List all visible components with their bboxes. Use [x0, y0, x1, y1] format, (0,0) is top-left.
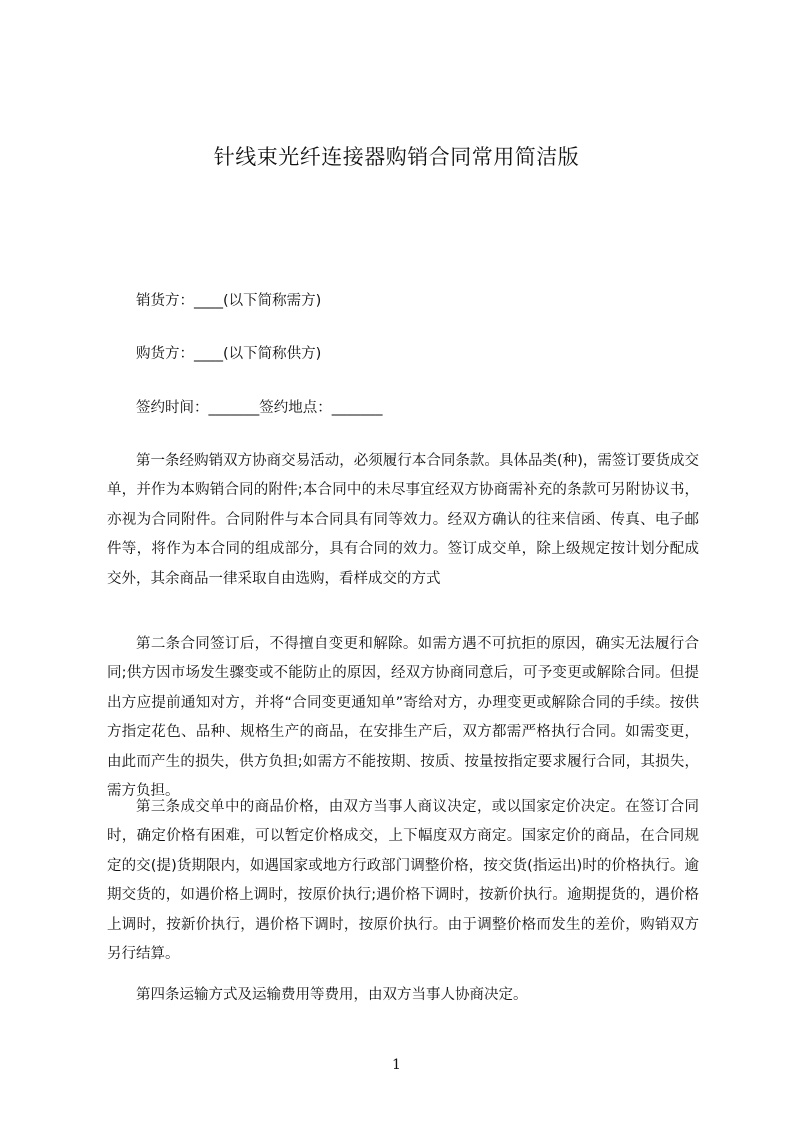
- document-title: 针线束光纤连接器购销合同常用简洁版: [213, 145, 580, 169]
- clause-2: 第二条合同签订后，不得擅自变更和解除。如需方遇不可抗拒的原因，确实无法履行合同;供方因市场发生骤变或不能防止的原因，经双方协商同意后，可予变更或解除合同。但提出方应提前通知对方，并将“合同变更通知单”寄给对方，办理变更或解除合同的手续。按供方指定花色、品种、规格生产的商品，在安排生产后，双方都需严格执行合同。如需变更，由此而产生的损失，供方负担;如需方不能按期、按质、按量按指定要求履行合同，其损失，需方负担。: [107, 636, 699, 800]
- buyer-line: 购货方：____(以下简称供方): [136, 346, 322, 362]
- clause-1: 第一条经购销双方协商交易活动，必须履行本合同条款。具体品类(种)，需签订要货成交单，并作为本购销合同的附件;本合同中的未尽事宜经双方协商需补充的条款可另附协议书，亦视为合同附件。合同附件与本合同具有同等效力。经双方确认的往来信函、传真、电子邮件等，将作为本合同的组成部分，具有合同的效力。签订成交单，除上级规定按计划分配成交外，其余商品一律采取自由选购，看样成交的方式: [107, 453, 699, 587]
- clause-4: 第四条运输方式及运输费用等费用，由双方当事人协商决定。: [136, 987, 528, 1003]
- clause-3: 第三条成交单中的商品价格，由双方当事人商议决定，或以国家定价决定。在签订合同时，确定价格有困难，可以暂定价格成交，上下幅度双方商定。国家定价的商品，在合同规定的交(提)货期限内，如遇国家或地方行政部门调整价格，按交货(指运出)时的价格执行。逾期交货的，如遇价格上调时，按原价执行;遇价格下调时，按新价执行。逾期提货的，遇价格上调时，按新价执行，遇价格下调时，按原价执行。由于调整价格而发生的差价，购销双方另行结算。: [107, 799, 699, 963]
- sign-time-place-line: 签约时间：_______签约地点：_______: [136, 400, 383, 416]
- seller-line: 销货方：____(以下简称需方): [136, 293, 322, 309]
- page-number: 1: [392, 1057, 401, 1073]
